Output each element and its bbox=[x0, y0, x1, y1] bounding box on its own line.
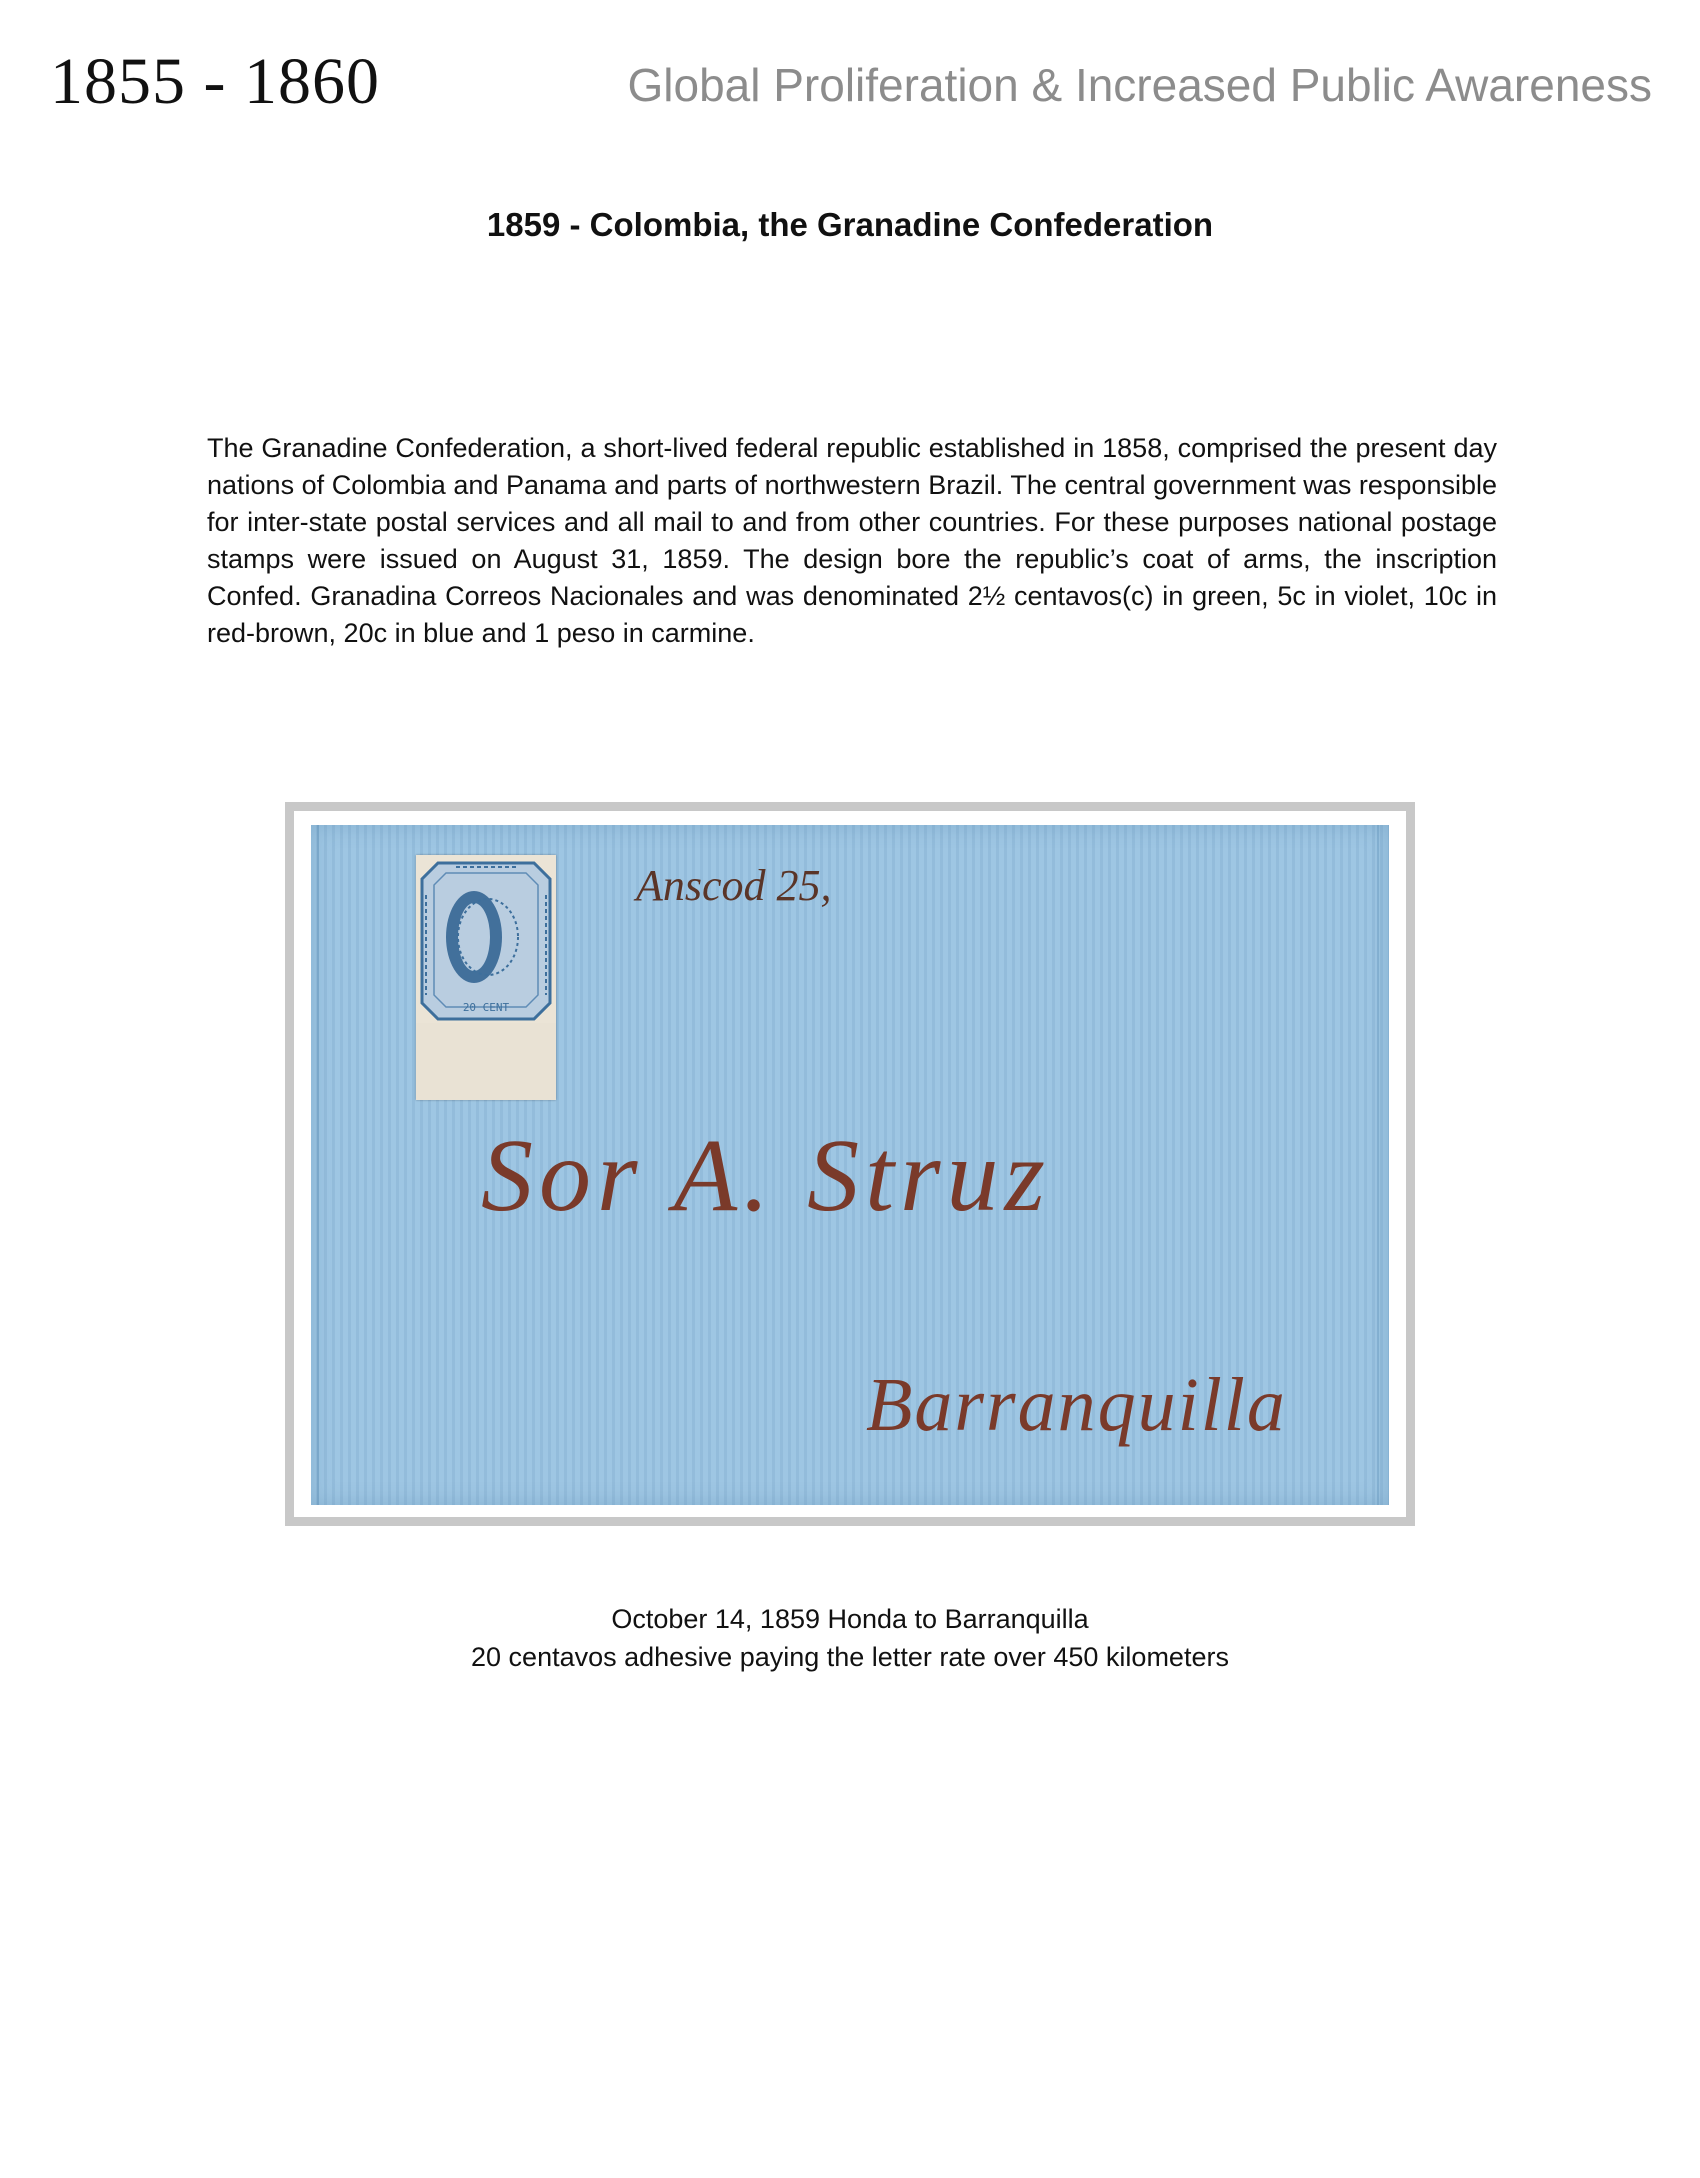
destination-city: Barranquilla bbox=[866, 1363, 1287, 1447]
era-heading: 1855 - 1860 bbox=[50, 45, 380, 118]
intro-paragraph: The Granadine Confederation, a short-lived federal republic established in 1858, comprised the present day nations of Colombia and Panama and parts of northwestern Brazil. The central government was responsible for inter-state postal services and all mail to and from other countries. For these purposes national postage stamps were issued on August 31, 1859. The design bore the republic’s coat of arms, the inscription Confed. Granadina Correos Nacionales and was denominated 2½ centavos(c) in green, 5c in violet, 10c in red-brown, 20c in blue and 1 peso in carmine. bbox=[207, 433, 1497, 648]
theme-heading: Global Proliferation & Increased Public Awareness bbox=[627, 59, 1652, 111]
handwriting-layer bbox=[311, 825, 1389, 1505]
caption-line-1: October 14, 1859 Honda to Barranquilla bbox=[611, 1604, 1089, 1634]
addressee-name: Sor A. Struz bbox=[481, 1118, 1051, 1233]
postal-cover bbox=[311, 825, 1389, 1505]
cover-caption bbox=[0, 1600, 1700, 1676]
cover-image-mat bbox=[294, 811, 1406, 1517]
page-title: 1859 - Colombia, the Granadine Confederation bbox=[486, 206, 1214, 243]
caption-line-2: 20 centavos adhesive paying the letter rate over 450 kilometers bbox=[471, 1642, 1229, 1672]
stamp-value-label: 20 CENT bbox=[462, 1001, 510, 1014]
docket-notation: Anscod 25, bbox=[636, 861, 832, 910]
cover-image-frame bbox=[285, 802, 1415, 1526]
